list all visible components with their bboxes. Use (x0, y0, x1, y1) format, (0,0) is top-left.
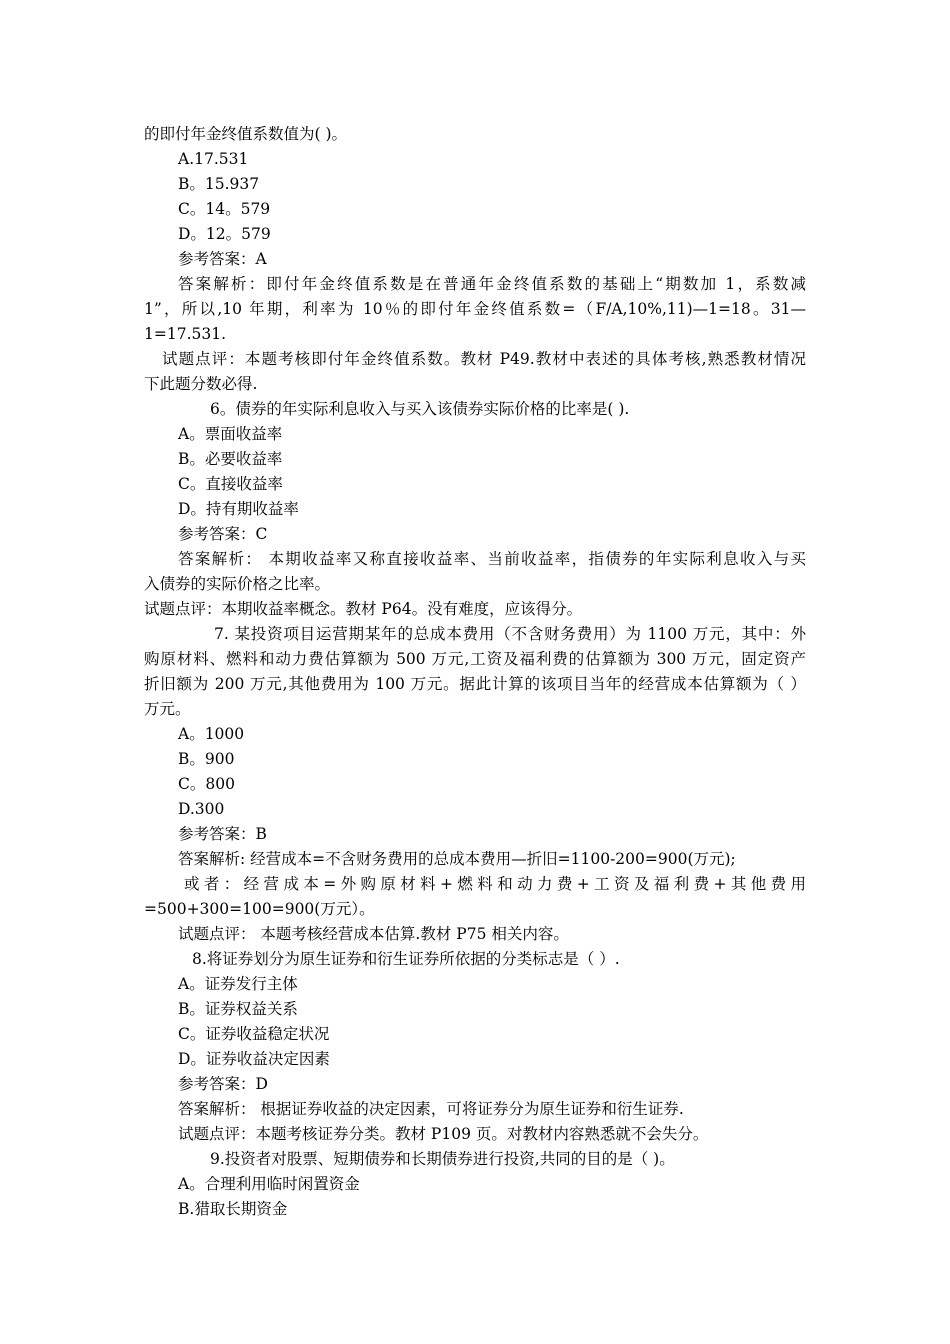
q6-answer: 参考答案：C (178, 525, 268, 543)
q7-option-a: A。1000 (178, 725, 245, 743)
document-body (144, 122, 806, 1222)
q5-option-c: C。14。579 (178, 200, 271, 218)
q9-option-a: A。合理利用临时闲置资金 (178, 1175, 360, 1193)
q6-option-b: B。必要收益率 (178, 450, 283, 468)
q8-option-b: B。证券权益关系 (178, 1000, 298, 1018)
q5-analysis-line1: 答案解析：即付年金终值系数是在普通年金终值系数的基础上“期数加 1，系数减 (178, 275, 806, 293)
q6-option-d: D。持有期收益率 (178, 500, 299, 518)
q7-stem-line4: 万元。 (144, 700, 191, 718)
q5-stem-tail: 的即付年金终值系数值为( )。 (144, 125, 348, 143)
q8-option-d: D。证券收益决定因素 (178, 1050, 330, 1068)
q7-analysis-line2: 或者：经营成本=外购原材料+燃料和动力费+工资及福利费+其他费用 (184, 875, 806, 893)
q5-review-line1: 试题点评：本题考核即付年金终值系数。教材 P49.教材中表述的具体考核,熟悉教材情况 (162, 350, 806, 368)
q8-option-a: A。证券发行主体 (178, 975, 298, 993)
q9-option-b: B.猎取长期资金 (178, 1200, 288, 1218)
q6-analysis-line2: 入债券的实际价格之比率。 (144, 575, 331, 593)
q6-option-a: A。票面收益率 (178, 425, 283, 443)
q7-option-b: B。900 (178, 750, 235, 768)
q7-review: 试题点评： 本题考核经营成本估算.教材 P75 相关内容。 (178, 925, 569, 943)
q7-option-d: D.300 (178, 800, 225, 818)
q5-review-line2: 下此题分数必得. (144, 375, 258, 393)
q6-option-c: C。直接收益率 (178, 475, 283, 493)
q7-analysis-line1: 答案解析: 经营成本=不含财务费用的总成本费用—折旧=1100-200=900(万元); (178, 850, 736, 868)
q7-stem-line3: 折旧额为 200 万元,其他费用为 100 万元。据此计算的该项目当年的经营成本估算额为（ ） (144, 675, 806, 693)
q7-stem-line2: 购原材料、燃料和动力费估算额为 500 万元,工资及福利费的估算额为 300 万元，固定资产 (144, 650, 806, 668)
q6-review: 试题点评：本期收益率概念。教材 P64。没有难度，应该得分。 (144, 600, 583, 618)
q8-answer: 参考答案：D (178, 1075, 268, 1093)
q6-stem: 6。债券的年实际利息收入与买入该债券实际价格的比率是( ). (210, 400, 630, 418)
q7-option-c: C。800 (178, 775, 235, 793)
q5-analysis-line3: 1=17.531. (144, 325, 227, 343)
q7-analysis-line3: =500+300=100=900(万元）。 (144, 900, 375, 918)
q8-review: 试题点评：本题考核证券分类。教材 P109 页。对教材内容熟悉就不会失分。 (178, 1125, 709, 1143)
q8-stem: 8.将证券划分为原生证券和衍生证券所依据的分类标志是（ ）. (192, 950, 620, 968)
q5-answer: 参考答案：A (178, 250, 267, 268)
q5-analysis-line2: 1”，所以,10 年期，利率为 10％的即付年金终值系数=（F/A,10%,11)—1=18。31— (144, 300, 806, 318)
q5-option-b: B。15.937 (178, 175, 260, 193)
q7-stem-line1: 7. 某投资项目运营期某年的总成本费用（不含财务费用）为 1100 万元，其中：外 (214, 625, 806, 643)
q6-analysis-line1: 答案解析： 本期收益率又称直接收益率、当前收益率，指债券的年实际利息收入与买 (178, 550, 806, 568)
q8-analysis: 答案解析： 根据证券收益的决定因素，可将证券分为原生证券和衍生证券. (178, 1100, 684, 1118)
q8-option-c: C。证券收益稳定状况 (178, 1025, 330, 1043)
q5-option-d: D。12。579 (178, 225, 271, 243)
q9-stem: 9.投资者对股票、短期债券和长期债券进行投资,共同的目的是（ )。 (210, 1150, 675, 1168)
q5-option-a: A.17.531 (178, 150, 249, 168)
q7-answer: 参考答案：B (178, 825, 267, 843)
